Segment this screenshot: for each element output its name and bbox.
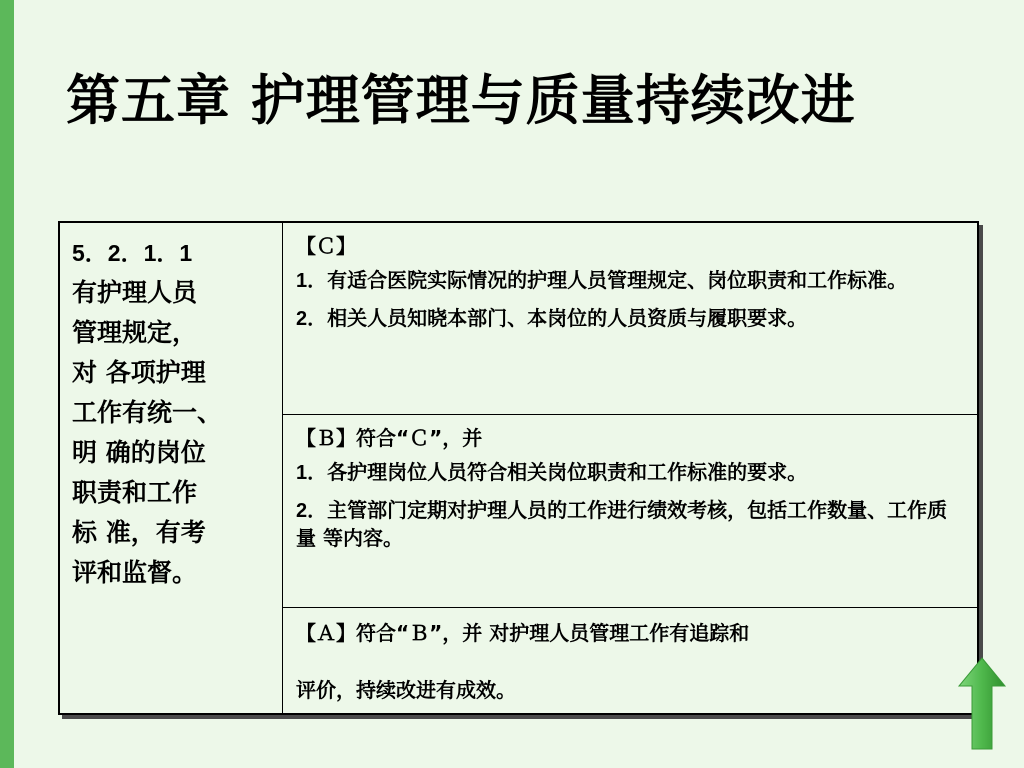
grade-a-cell [283,608,977,713]
item-number: 2． [296,500,328,522]
criteria-line: 对 各项护理 [72,358,206,387]
grade-c-item [296,267,967,295]
left-accent-bar [0,0,14,768]
criteria-line: 管理规定， [72,318,198,347]
grade-c-item [296,305,967,333]
criteria-line: 明 确的岗位 [72,438,206,467]
slide-title: 第五章 护理管理与质量持续改进 [66,68,856,132]
criteria-line: 职责和工作 [72,478,198,507]
criteria-line: 标 准，有考 [72,518,206,547]
item-text: 各护理岗位人员符合相关岗位职责和工作标准的要求。 [327,460,808,484]
criteria-line: 有护理人员 [72,278,198,307]
grade-b-item [296,497,967,552]
criteria-table [58,221,979,715]
grade-a-line2: 评价，持续改进有成效。 [296,678,516,702]
criteria-description [72,273,272,593]
criteria-line: 评和监督。 [72,558,198,587]
grade-c-cell [283,223,977,415]
grade-b-heading: 【Ｂ】符合“Ｃ”，并 [296,426,483,450]
item-text: 相关人员知晓本部门、本岗位的人员资质与履职要求。 [327,306,808,330]
up-arrow-icon[interactable] [957,656,1007,751]
grade-b-item [296,459,967,487]
item-text: 有适合医院实际情况的护理人员管理规定、岗位职责和工作标准。 [327,268,908,292]
grade-c-heading: 【Ｃ】 [296,234,356,258]
grade-b-cell [283,415,977,608]
item-number: 2． [296,308,328,330]
grade-column [283,223,977,713]
item-number: 1． [296,270,328,292]
criteria-code: 5．2．1．1 [72,240,193,266]
item-number: 1． [296,462,328,484]
grade-a-line1: 【Ａ】符合“Ｂ”，并 对护理人员管理工作有追踪和 [296,621,750,645]
criteria-item-cell [60,223,283,713]
item-text: 主管部门定期对护理人员的工作进行绩效考核，包括工作数量、工作质量 等内容。 [296,498,948,550]
criteria-line: 工作有统一、 [72,398,223,427]
